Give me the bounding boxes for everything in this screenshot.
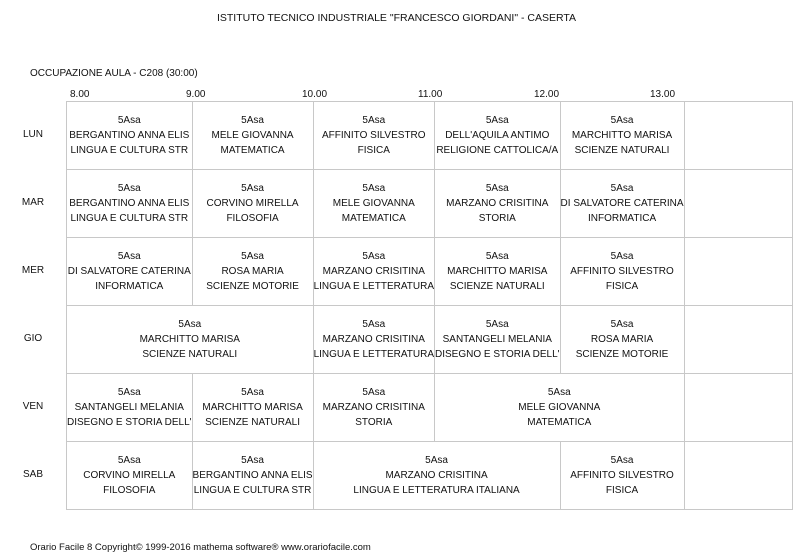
lesson-cell — [192, 170, 313, 238]
class-code: 5Asa — [117, 251, 141, 262]
lesson-text — [561, 453, 684, 498]
class-code: 5Asa — [117, 183, 141, 194]
teacher-name: MARZANO CRISITINA — [446, 198, 549, 209]
class-code: 5Asa — [178, 319, 202, 330]
lesson-cell — [192, 238, 313, 306]
class-code: 5Asa — [485, 251, 509, 262]
subject-name: FISICA — [605, 485, 639, 496]
subject-name: SCIENZE NATURALI — [205, 417, 300, 428]
class-code: 5Asa — [241, 115, 264, 126]
lesson-cell — [67, 238, 193, 306]
lesson-text — [67, 249, 192, 294]
class-code: 5Asa — [610, 115, 634, 126]
class-code: 5Asa — [362, 183, 386, 194]
lesson-text — [435, 249, 560, 294]
teacher-name: ROSA MARIA — [221, 266, 284, 277]
lesson-text — [193, 181, 313, 226]
lesson-cell — [313, 102, 434, 170]
lesson-cell — [435, 170, 561, 238]
lesson-cell — [435, 374, 685, 442]
hour-label: 9.00 — [186, 89, 206, 100]
subject-name: SCIENZE MOTORIE — [206, 281, 299, 292]
lesson-text — [561, 181, 684, 226]
lesson-text — [67, 317, 313, 362]
class-code: 5Asa — [547, 387, 571, 398]
teacher-name: AFFINITO SILVESTRO — [570, 470, 674, 481]
teacher-name: DI SALVATORE CATERINA — [560, 198, 684, 209]
subject-name: LINGUA E LETTERATURA — [313, 349, 434, 360]
teacher-name: MARZANO CRISITINA — [322, 402, 425, 413]
lesson-text — [67, 453, 192, 498]
class-code: 5Asa — [485, 319, 509, 330]
lesson-text — [314, 453, 560, 498]
subject-name: LINGUA E CULTURA STR — [70, 145, 189, 156]
teacher-name: CORVINO MIRELLA — [83, 470, 176, 481]
teacher-name: ROSA MARIA — [590, 334, 654, 345]
teacher-name: AFFINITO SILVESTRO — [570, 266, 674, 277]
lesson-cell — [435, 102, 561, 170]
day-label: MAR — [21, 197, 45, 208]
lesson-cell — [560, 102, 684, 170]
day-row-mer — [67, 238, 793, 306]
lesson-text — [67, 113, 192, 158]
teacher-name: CORVINO MIRELLA — [206, 198, 299, 209]
teacher-name: BERGANTINO ANNA ELIS — [192, 470, 313, 481]
lesson-cell — [435, 306, 561, 374]
subject-name: MATEMATICA — [220, 145, 285, 156]
day-row-mar — [67, 170, 793, 238]
timetable-grid — [66, 101, 793, 510]
lesson-text — [435, 181, 560, 226]
hour-label: 10.00 — [302, 89, 328, 100]
class-code: 5Asa — [241, 183, 264, 194]
lesson-text — [314, 249, 434, 294]
subject-name: INFORMATICA — [587, 213, 657, 224]
lesson-text — [67, 181, 192, 226]
subject-name: SCIENZE NATURALI — [449, 281, 545, 292]
subject-name: LINGUA E CULTURA STR — [70, 213, 189, 224]
lesson-text — [435, 385, 684, 430]
day-row-lun — [67, 102, 793, 170]
subject-name: INFORMATICA — [95, 281, 164, 292]
subject-name: SCIENZE NATURALI — [574, 145, 670, 156]
lesson-cell — [313, 442, 560, 510]
lesson-cell — [560, 306, 684, 374]
class-code: 5Asa — [241, 251, 264, 262]
lesson-cell — [67, 170, 193, 238]
teacher-name: DELL'AQUILA ANTIMO — [445, 130, 550, 141]
hour-label: 12.00 — [534, 89, 560, 100]
lesson-cell — [67, 374, 193, 442]
subject-name: FILOSOFIA — [226, 213, 279, 224]
subject-name: RELIGIONE CATTOLICA/A — [436, 145, 559, 156]
teacher-name: DI SALVATORE CATERINA — [67, 266, 191, 277]
teacher-name: MARZANO CRISITINA — [322, 266, 425, 277]
lesson-cell — [192, 102, 313, 170]
subject-name: MATEMATICA — [527, 417, 592, 428]
teacher-name: MARCHITTO MARISA — [202, 402, 303, 413]
class-code: 5Asa — [362, 319, 386, 330]
lesson-cell — [192, 374, 313, 442]
class-code: 5Asa — [362, 115, 386, 126]
empty-cell — [684, 442, 792, 510]
class-code: 5Asa — [610, 251, 634, 262]
class-code: 5Asa — [610, 455, 634, 466]
lesson-cell — [435, 238, 561, 306]
subject-name: FILOSOFIA — [103, 485, 156, 496]
subject-name: LINGUA E LETTERATURA ITALIANA — [353, 485, 520, 496]
teacher-name: SANTANGELI MELANIA — [442, 334, 552, 345]
teacher-name: MARZANO CRISITINA — [385, 470, 488, 481]
lesson-cell — [313, 306, 434, 374]
class-code: 5Asa — [485, 183, 509, 194]
lesson-text — [193, 453, 313, 498]
teacher-name: MELE GIOVANNA — [211, 130, 294, 141]
teacher-name: MELE GIOVANNA — [518, 402, 601, 413]
footer-copyright: Orario Facile 8 Copyright© 1999-2016 mathema software® www.orariofacile.com — [30, 542, 371, 553]
lesson-text — [193, 249, 313, 294]
teacher-name: MARCHITTO MARISA — [447, 266, 548, 277]
hour-header — [0, 89, 793, 101]
subject-name: FISICA — [605, 281, 639, 292]
empty-cell — [684, 102, 792, 170]
class-code: 5Asa — [610, 319, 634, 330]
lesson-cell — [67, 102, 193, 170]
lesson-text — [561, 249, 684, 294]
lesson-text — [435, 113, 560, 158]
teacher-name: SANTANGELI MELANIA — [74, 402, 184, 413]
lesson-cell — [560, 442, 684, 510]
day-label: MER — [21, 265, 45, 276]
lesson-cell — [560, 238, 684, 306]
lesson-text — [193, 113, 313, 158]
day-label: VEN — [22, 401, 44, 412]
class-code: 5Asa — [362, 251, 386, 262]
lesson-text — [435, 317, 560, 362]
lesson-cell — [192, 442, 313, 510]
lesson-text — [193, 385, 313, 430]
class-code: 5Asa — [117, 115, 141, 126]
subject-name: DISEGNO E STORIA DELL' — [435, 349, 560, 360]
lesson-text — [314, 317, 434, 362]
lesson-text — [314, 113, 434, 158]
lesson-text — [314, 181, 434, 226]
subject-name: LINGUA E LETTERATURA — [313, 281, 434, 292]
lesson-text — [561, 317, 684, 362]
class-code: 5Asa — [362, 387, 386, 398]
subject-name: STORIA — [478, 213, 516, 224]
teacher-name: BERGANTINO ANNA ELIS — [69, 130, 190, 141]
class-code: 5Asa — [241, 387, 264, 398]
lesson-cell — [313, 170, 434, 238]
day-label: GIO — [23, 333, 43, 344]
class-code: 5Asa — [117, 455, 141, 466]
hour-label: 13.00 — [650, 89, 676, 100]
subject-name: SCIENZE MOTORIE — [575, 349, 669, 360]
lesson-cell — [313, 238, 434, 306]
teacher-name: MARCHITTO MARISA — [139, 334, 240, 345]
lesson-cell — [67, 442, 193, 510]
empty-cell — [684, 170, 792, 238]
empty-cell — [684, 238, 792, 306]
lesson-cell — [313, 374, 434, 442]
day-row-gio — [67, 306, 793, 374]
subject-name: FISICA — [357, 145, 390, 156]
empty-cell — [684, 306, 792, 374]
subject-name: SCIENZE NATURALI — [142, 349, 238, 360]
teacher-name: MARZANO CRISITINA — [322, 334, 425, 345]
day-row-ven — [67, 374, 793, 442]
teacher-name: AFFINITO SILVESTRO — [322, 130, 426, 141]
day-label: LUN — [22, 129, 43, 140]
day-label: SAB — [22, 469, 43, 480]
subject-name: LINGUA E CULTURA STR — [193, 485, 312, 496]
subject-name: MATEMATICA — [341, 213, 406, 224]
subject-name: STORIA — [355, 417, 393, 428]
lesson-cell — [67, 306, 314, 374]
lesson-text — [561, 113, 684, 158]
class-code: 5Asa — [485, 115, 509, 126]
class-code: 5Asa — [241, 455, 264, 466]
teacher-name: MELE GIOVANNA — [332, 198, 415, 209]
class-code: 5Asa — [425, 455, 448, 466]
lesson-text — [67, 385, 192, 430]
hour-label: 11.00 — [418, 89, 443, 100]
class-code: 5Asa — [117, 387, 141, 398]
lesson-cell — [560, 170, 684, 238]
lesson-text — [314, 385, 434, 430]
empty-cell — [684, 374, 792, 442]
subject-name: DISEGNO E STORIA DELL' — [67, 417, 192, 428]
day-row-sab — [67, 442, 793, 510]
class-code: 5Asa — [610, 183, 634, 194]
teacher-name: MARCHITTO MARISA — [571, 130, 673, 141]
room-occupancy-subtitle: OCCUPAZIONE AULA - C208 (30:00) — [30, 68, 198, 79]
teacher-name: BERGANTINO ANNA ELIS — [69, 198, 190, 209]
hour-label: 8.00 — [70, 89, 90, 100]
page-title: ISTITUTO TECNICO INDUSTRIALE "FRANCESCO GIORDANI" - CASERTA — [216, 12, 577, 24]
